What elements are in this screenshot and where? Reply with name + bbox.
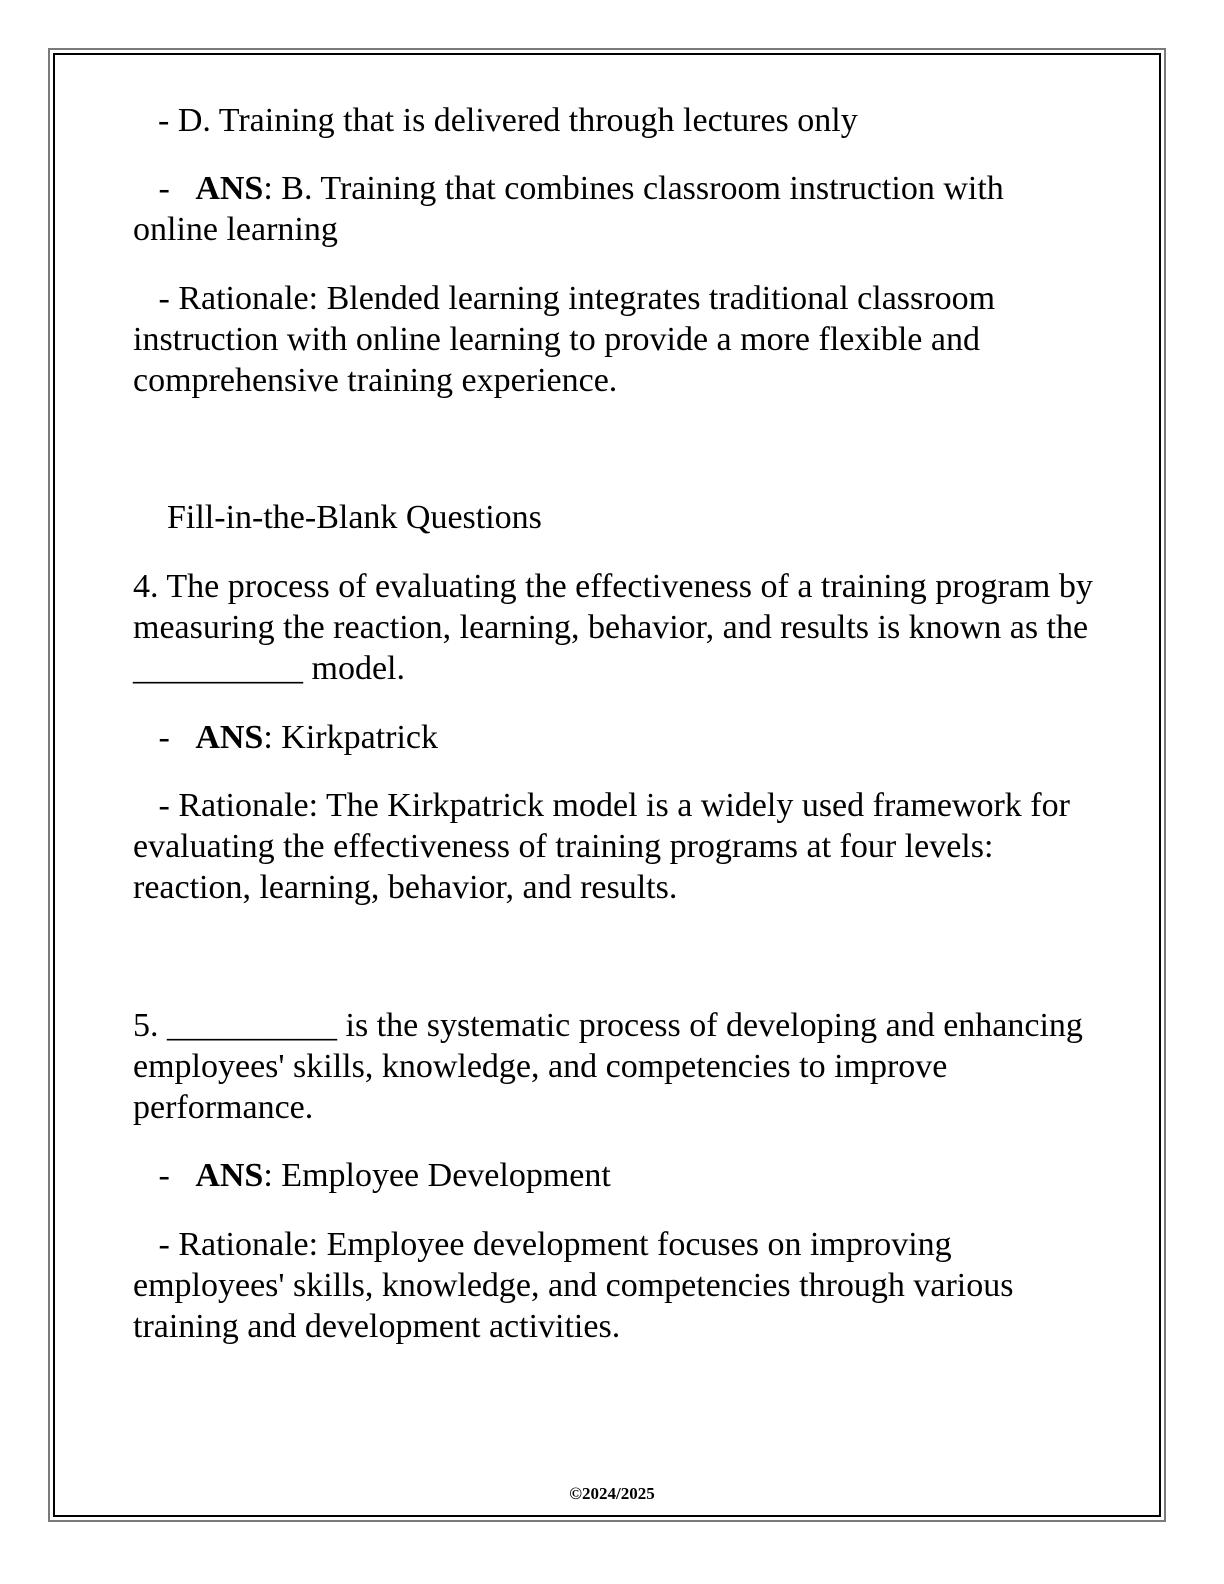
q3-answer-text: : B. Training that combines classroom instruction with online learning xyxy=(133,170,1004,248)
q4-rationale-text: Rationale: The Kirkpatrick model is a widely used framework for evaluating the effectiveness of training programs at four levels: reaction, learning, behavior, and results. xyxy=(133,787,1070,906)
q3-answer-label: ANS xyxy=(195,170,264,207)
q5-answer-text: : Employee Development xyxy=(263,1157,611,1194)
q3-rationale-text: Rationale: Blended learning integrates traditional classroom instruction with online learning to provide a more flexible and comprehensive training experience. xyxy=(133,280,996,399)
q3-answer xyxy=(133,168,1093,250)
q5-answer-dash: - xyxy=(158,1157,170,1194)
section-heading: Fill-in-the-Blank Questions xyxy=(167,499,542,536)
q4-answer xyxy=(133,717,1093,758)
q4-rationale-dash: - xyxy=(158,787,179,824)
q5-rationale-text: Rationale: Employee development focuses on improving employees' skills, knowledge, and competencies through various training and development activities. xyxy=(133,1226,1014,1345)
q5-answer xyxy=(133,1155,1093,1196)
q4-rationale xyxy=(133,785,1093,908)
q5-rationale-dash: - xyxy=(158,1226,179,1263)
q4-answer-dash: - xyxy=(158,719,170,756)
q5-question: 5. __________ is the systematic process of developing and enhancing employees' skills, knowledge, and competencies to improve performance. xyxy=(133,1007,1083,1126)
q3-rationale-dash: - xyxy=(158,280,179,317)
q4-question: 4. The process of evaluating the effectiveness of a training program by measuring the reaction, learning, behavior, and results is known as the __________ model. xyxy=(133,568,1093,687)
q4-answer-text: : Kirkpatrick xyxy=(263,719,439,756)
option-d-text: - D. Training that is delivered through lectures only xyxy=(158,102,858,139)
q5-rationale xyxy=(133,1224,1093,1347)
q3-answer-dash: - xyxy=(158,170,170,207)
copyright-footer: ©2024/2025 xyxy=(569,1484,655,1503)
q4-answer-label: ANS xyxy=(195,719,264,756)
q5-answer-label: ANS xyxy=(195,1157,264,1194)
q3-rationale xyxy=(133,278,1093,401)
